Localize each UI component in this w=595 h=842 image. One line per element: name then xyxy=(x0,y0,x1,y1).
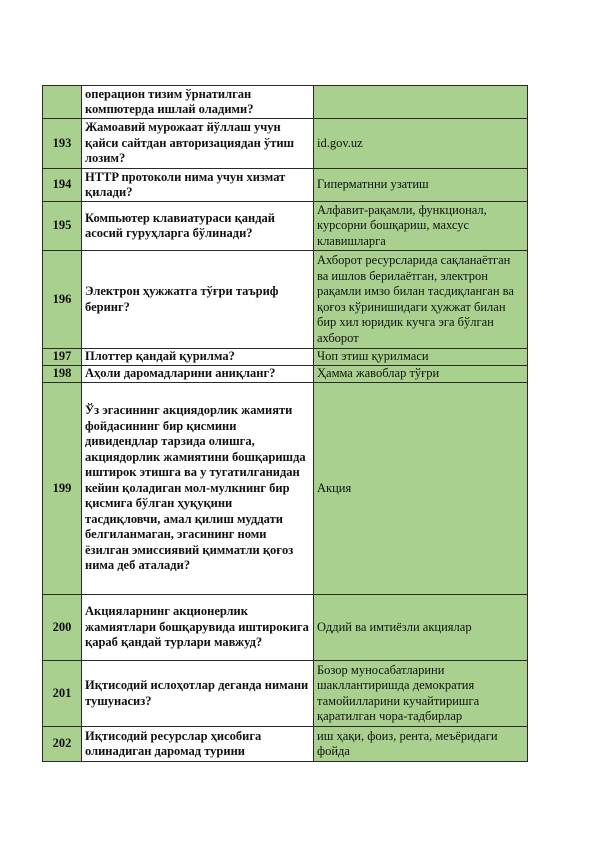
table-row xyxy=(43,119,528,169)
row-number: 202 xyxy=(43,727,82,762)
table-row xyxy=(43,383,528,595)
answer-cell: id.gov.uz xyxy=(314,119,528,169)
question-cell: Компьютер клавиатураси қандай асосий гуруҳларга бўлинади? xyxy=(82,202,314,251)
question-cell: Иқтисодий ислоҳотлар деганда нимани тушунасиз? xyxy=(82,661,314,727)
table-row xyxy=(43,169,528,202)
answer-cell: Акция xyxy=(314,383,528,595)
table-row xyxy=(43,202,528,251)
table-row xyxy=(43,251,528,349)
row-number: 199 xyxy=(43,383,82,595)
answer-cell: Гиперматнни узатиш xyxy=(314,169,528,202)
row-number xyxy=(43,86,82,119)
row-number: 196 xyxy=(43,251,82,349)
answer-cell: Чоп этиш қурилмаси xyxy=(314,349,528,366)
question-cell: Жамоавий мурожаат йўллаш учун қайси сайтдан авторизациядан ўтиш лозим? xyxy=(82,119,314,169)
table-row xyxy=(43,349,528,366)
question-cell: Ўз эгасининг акциядорлик жамияти фойдасининг бир қисмини дивидендлар тарзида олишга, акциядорлик жамиятини бошқаришда иштирок этишга ва у тугатилганидан кейин қоладиган мол-мулкнинг бир қисмига бўлган ҳуқуқини тасдиқловчи, амал қилиш муддати белгиланмаган, эгасининг номи ёзилган эмиссиявий қимматли қоғоз нима деб аталади? xyxy=(82,383,314,595)
question-cell: Электрон ҳужжатга тўғри таъриф беринг? xyxy=(82,251,314,349)
row-number: 193 xyxy=(43,119,82,169)
table-row xyxy=(43,727,528,762)
answer-cell: иш ҳақи, фоиз, рента, меъёридаги фойда xyxy=(314,727,528,762)
answer-cell: Оддий ва имтиёзли акциялар xyxy=(314,595,528,661)
row-number: 195 xyxy=(43,202,82,251)
answer-cell: Бозор муносабатларини шакллантиришда демократия тамойилларини кучайтиришга қаратилган чора-тадбирлар xyxy=(314,661,528,727)
row-number: 198 xyxy=(43,366,82,383)
row-number: 201 xyxy=(43,661,82,727)
table-row xyxy=(43,595,528,661)
question-cell: HTTP протоколи нима учун хизмат қилади? xyxy=(82,169,314,202)
question-cell: Акцияларнинг акционерлик жамиятлари бошқарувида иштирокига қараб қандай турлари мавжуд? xyxy=(82,595,314,661)
question-cell: операцион тизим ўрнатилган компютерда ишлай оладими? xyxy=(82,86,314,119)
question-cell: Аҳоли даромадларини аниқланг? xyxy=(82,366,314,383)
answer-cell: Алфавит-рақамли, функционал, курсорни бошқариш, махсус клавишларга xyxy=(314,202,528,251)
table-row xyxy=(43,86,528,119)
answer-cell: Ахборот ресурсларида сақланаётган ва ишлов берилаётган, электрон рақамли имзо билан тасдиқланган ва қоғоз кўринишидаги ҳужжат билан бир хил юридик кучга эга бўлган ахборот xyxy=(314,251,528,349)
question-cell: Плоттер қандай қурилма? xyxy=(82,349,314,366)
table-row xyxy=(43,366,528,383)
row-number: 197 xyxy=(43,349,82,366)
row-number: 200 xyxy=(43,595,82,661)
question-cell: Иқтисодий ресурслар ҳисобига олинадиган даромад турини xyxy=(82,727,314,762)
qa-table xyxy=(42,85,528,762)
answer-cell xyxy=(314,86,528,119)
row-number: 194 xyxy=(43,169,82,202)
table-row xyxy=(43,661,528,727)
answer-cell: Ҳамма жавоблар тўғри xyxy=(314,366,528,383)
